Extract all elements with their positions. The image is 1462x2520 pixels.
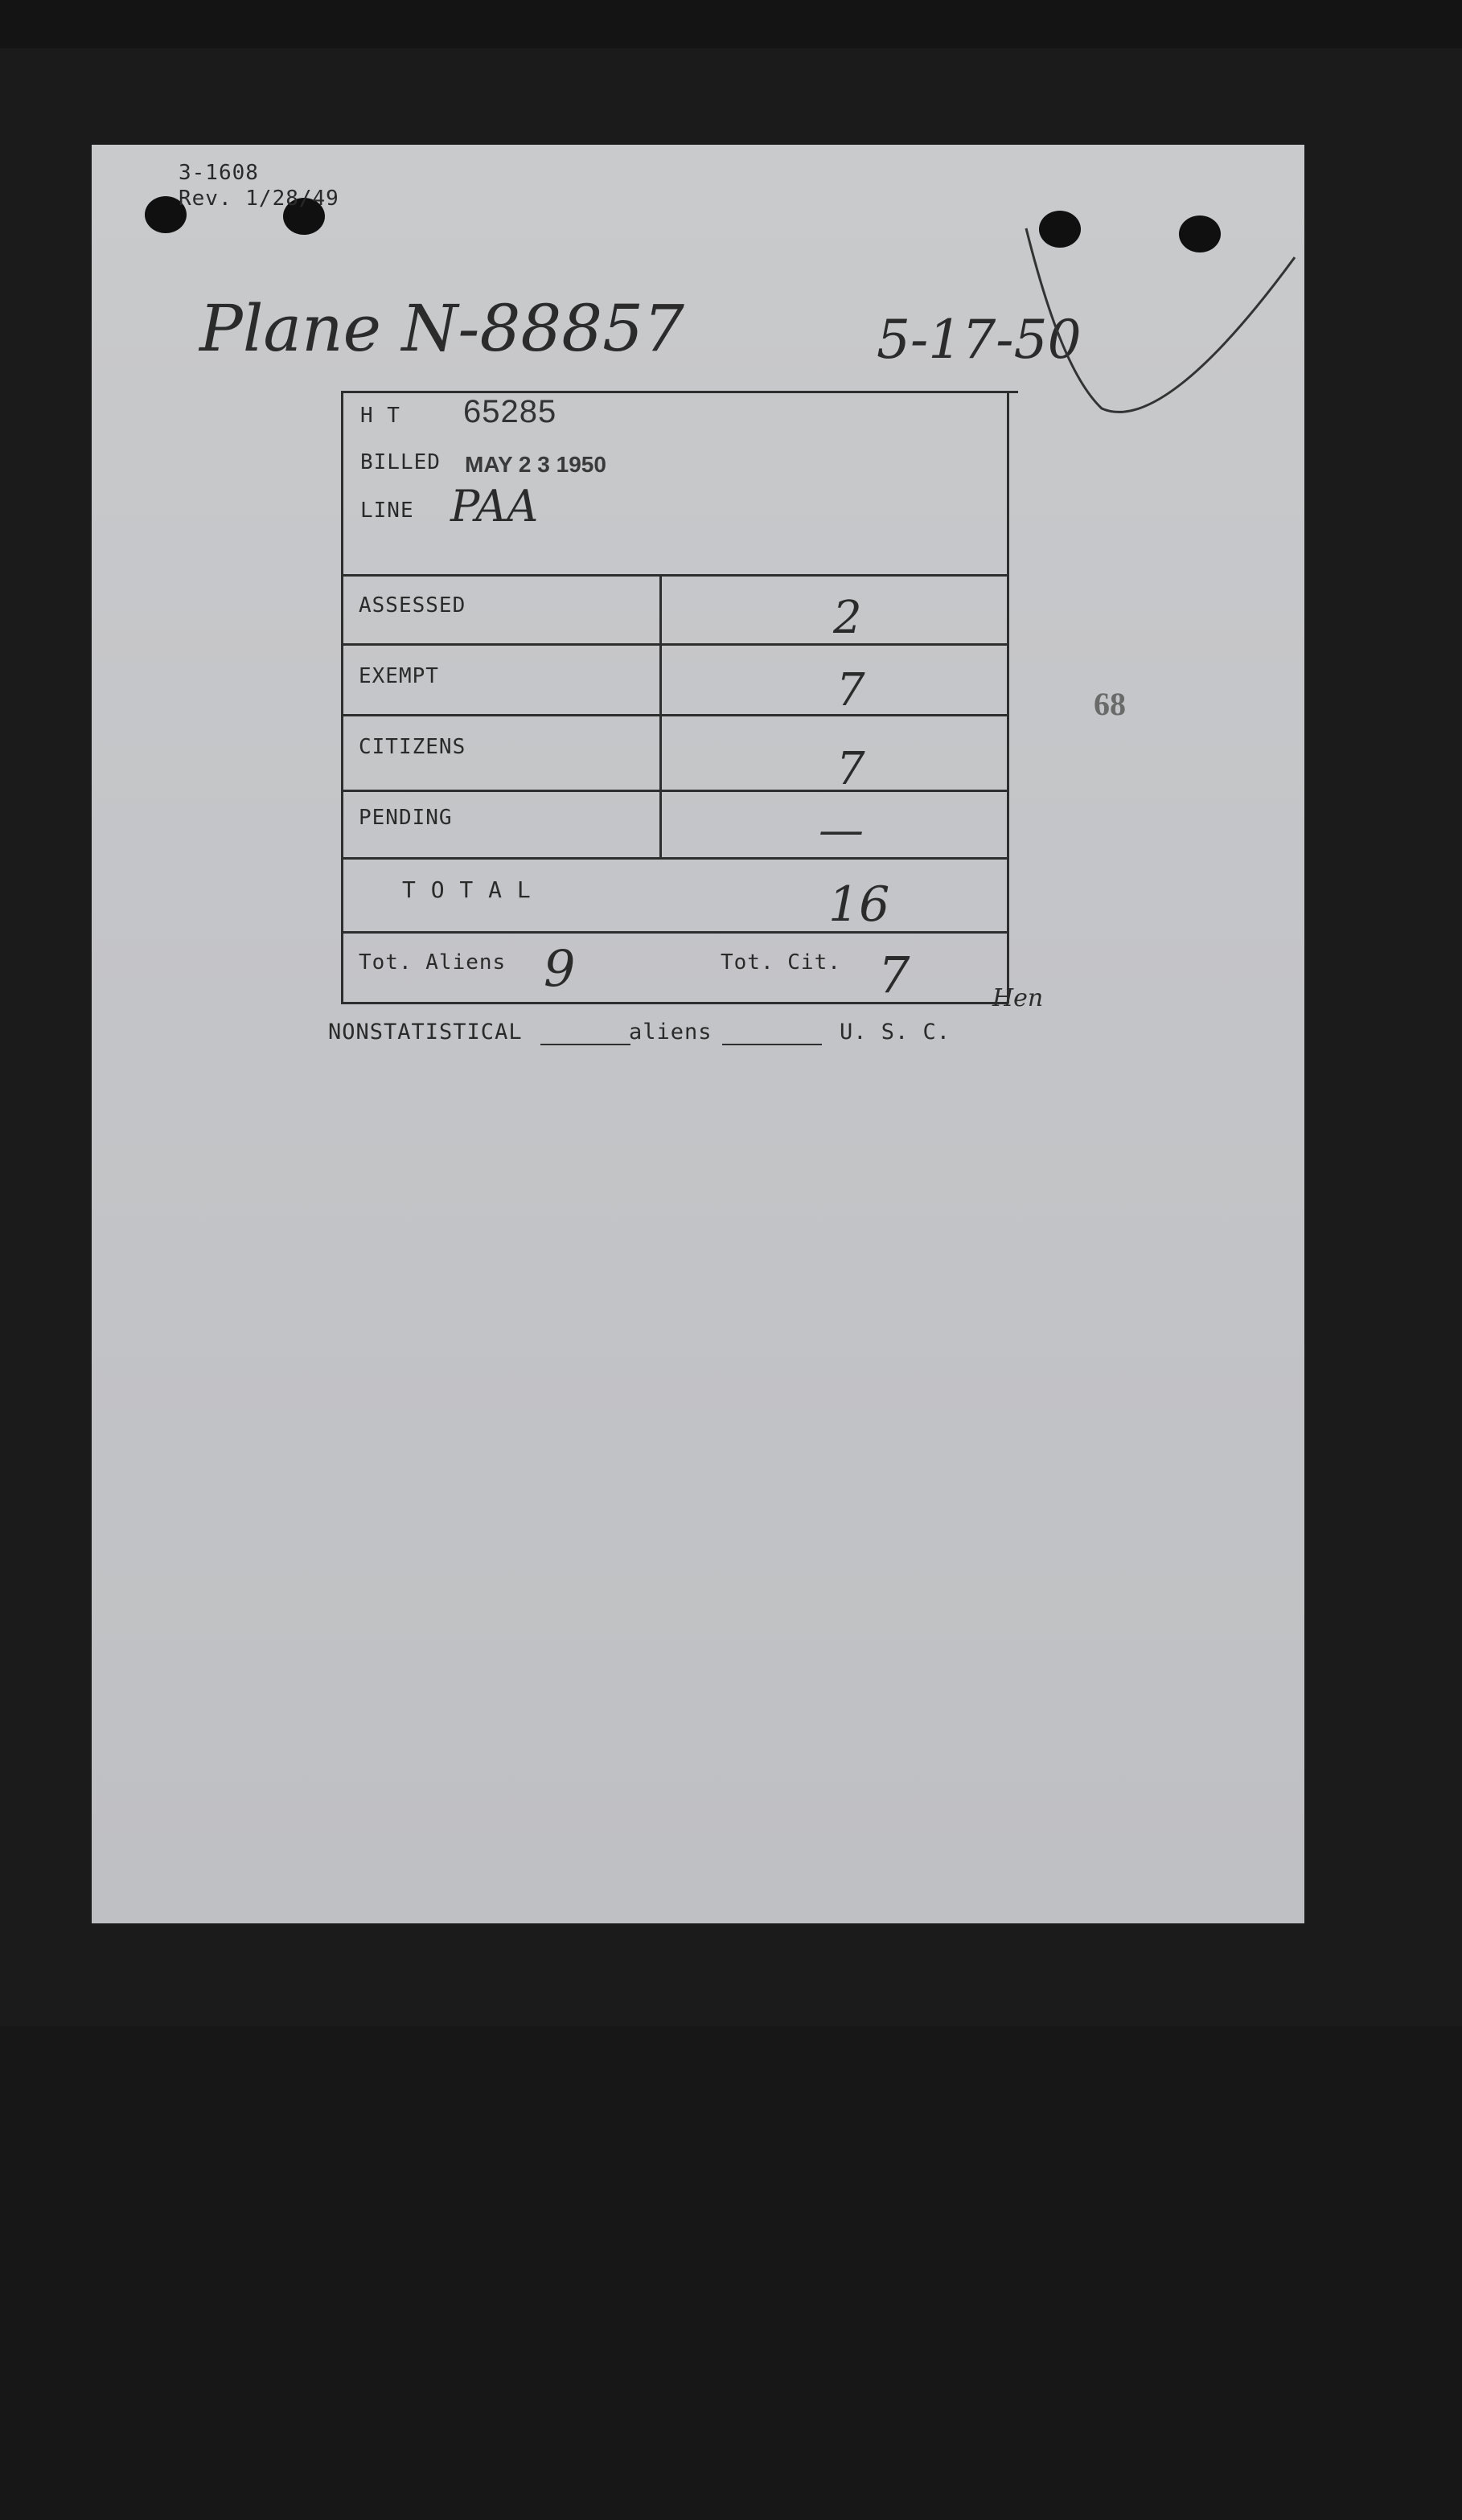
billed-label: BILLED — [360, 450, 441, 474]
aliens-blank — [722, 1044, 822, 1045]
row-divider — [341, 857, 1008, 860]
form-number: 3-1608 — [179, 161, 259, 185]
ht-value: 65285 — [463, 394, 557, 429]
pending-value: — — [819, 804, 864, 856]
plane-handwritten: Plane N-88857 — [199, 291, 684, 366]
total-value: 16 — [828, 876, 890, 933]
assessed-value: 2 — [833, 592, 862, 644]
row-divider — [341, 643, 1008, 646]
row-divider — [341, 931, 1008, 934]
aliens-label: aliens — [629, 1020, 713, 1045]
form-revision: Rev. 1/28/49 — [179, 187, 339, 211]
box-right-border — [1007, 391, 1009, 1003]
ht-label: H T — [360, 404, 400, 428]
exempt-value: 7 — [836, 664, 865, 716]
box-info-divider — [341, 574, 1008, 577]
nonstatistical-blank — [540, 1044, 630, 1045]
tot-cit-label: Tot. Cit. — [721, 950, 841, 975]
tot-aliens-value: 9 — [544, 939, 576, 998]
tot-cit-value: 7 — [878, 946, 910, 1004]
box-top-border — [343, 391, 1018, 393]
date-handwritten: 5-17-50 — [877, 309, 1082, 371]
usc-label: U. S. C. — [840, 1020, 951, 1045]
citizens-label: CITIZENS — [359, 735, 466, 759]
nonstatistical-label: NONSTATISTICAL — [328, 1020, 523, 1045]
page-number: 68 — [1094, 686, 1126, 722]
box-left-border — [341, 391, 343, 1003]
initials-handwritten: Hen — [992, 984, 1044, 1012]
total-label: T O T A L — [402, 876, 532, 903]
exempt-label: EXEMPT — [359, 664, 439, 688]
citizens-value: 7 — [836, 743, 865, 795]
billed-date-stamp: MAY 2 3 1950 — [465, 452, 606, 477]
assessed-label: ASSESSED — [359, 593, 466, 618]
column-divider — [659, 574, 662, 859]
line-value-handwritten: PAA — [450, 481, 539, 531]
line-label: LINE — [360, 499, 414, 523]
tot-aliens-label: Tot. Aliens — [359, 950, 507, 975]
row-divider — [341, 790, 1008, 792]
pending-label: PENDING — [359, 806, 453, 830]
row-divider — [341, 714, 1008, 716]
